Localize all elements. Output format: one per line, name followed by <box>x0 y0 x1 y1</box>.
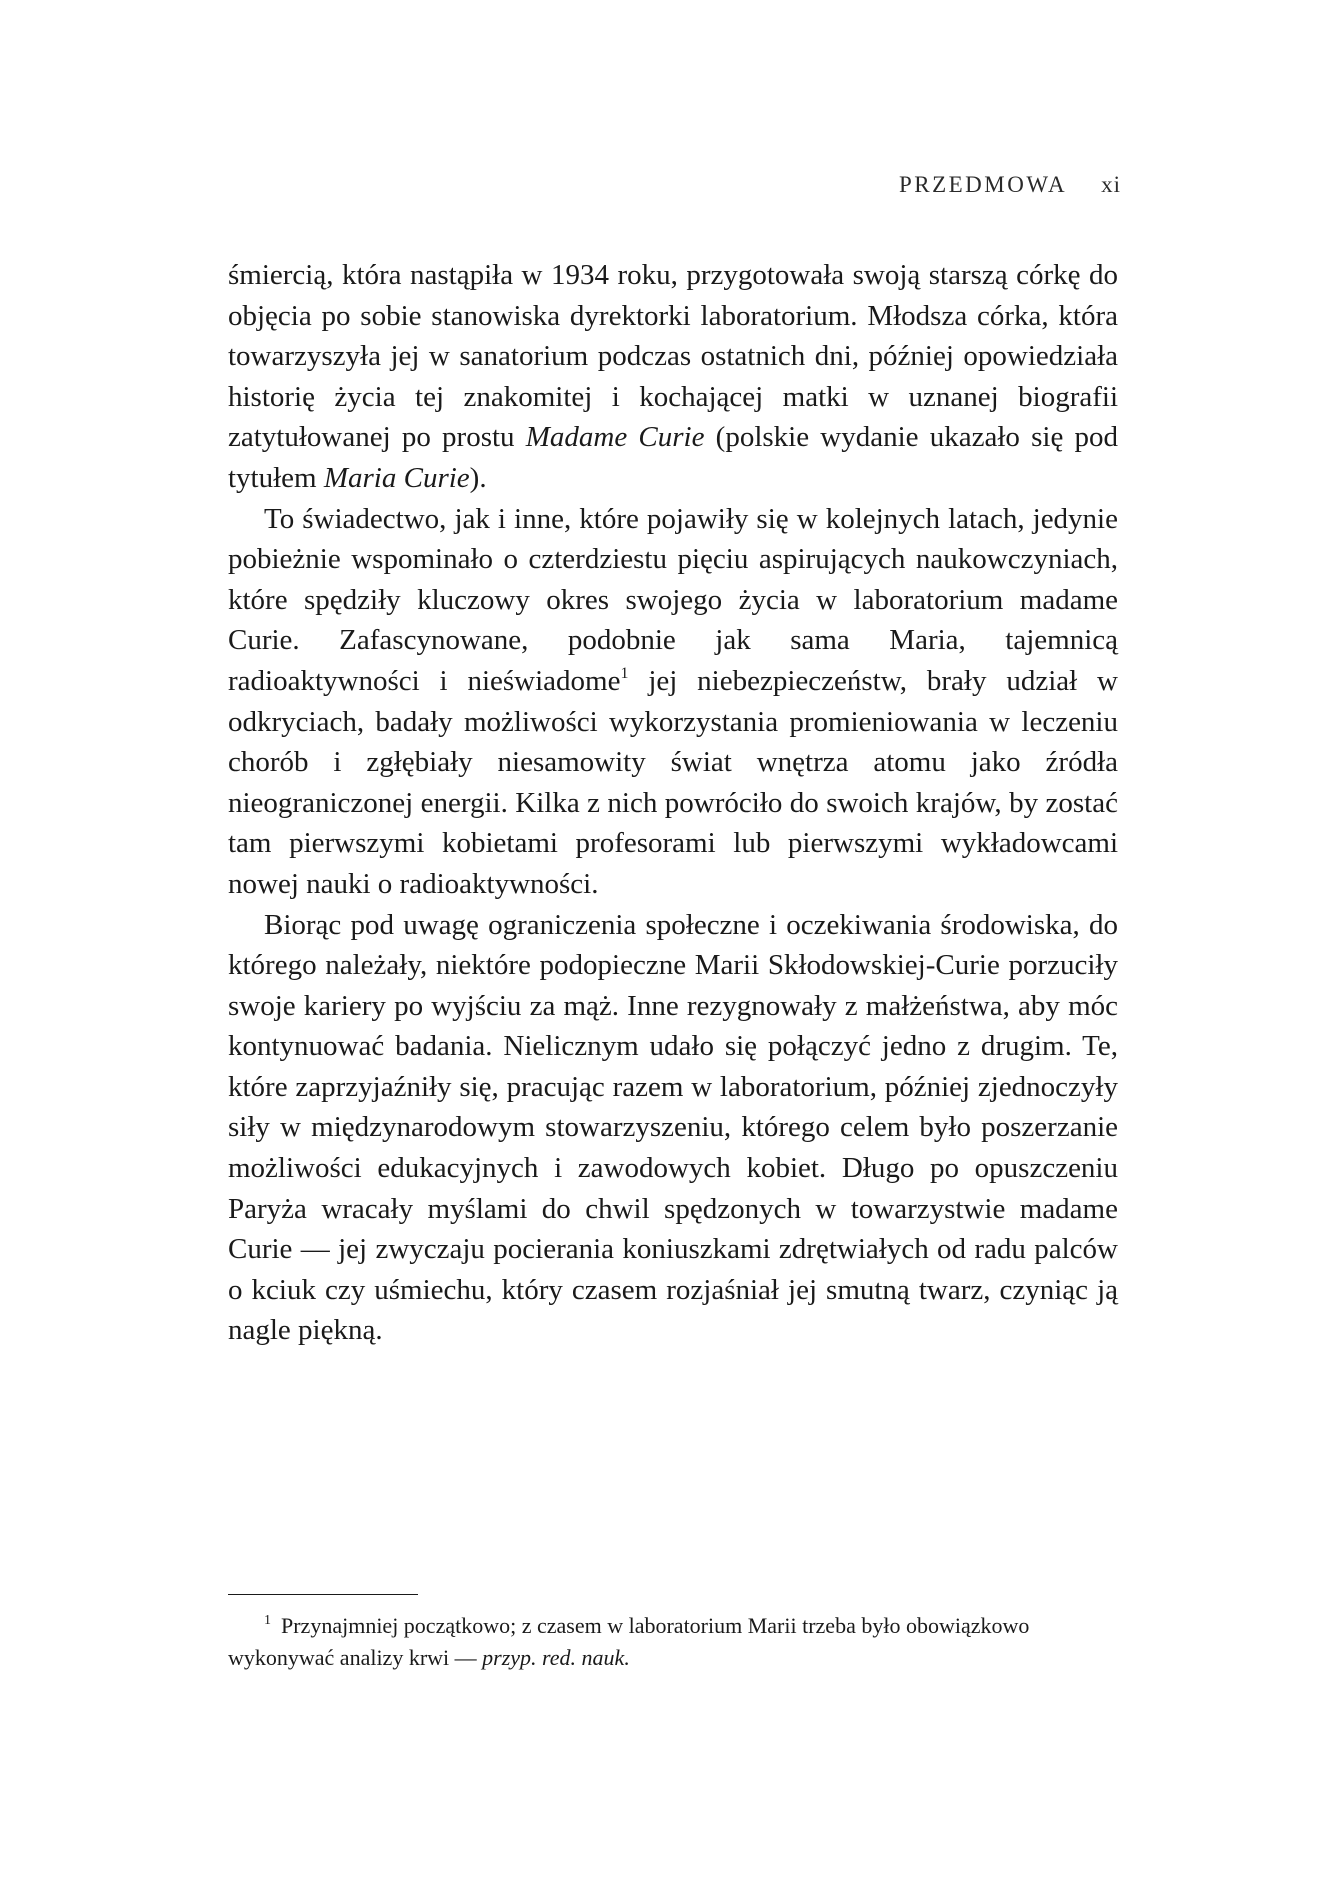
body-text <box>228 255 1118 1351</box>
paragraph-1-text-b: (polskie wydanie ukazało się pod tytułem <box>228 421 1119 494</box>
running-head <box>899 172 1121 198</box>
footnote-text: Przynajmniej początkowo; z czasem w laboratorium Marii trzeba było obowiązkowo wykonywać analizy krwi — <box>228 1613 1030 1670</box>
paragraph-2 <box>228 499 1118 905</box>
paragraph-2-text-b: jej niebezpieczeństw, brały udział w odkryciach, badały możliwości wykorzystania promieniowania w leczeniu chorób i zgłębiały niesamowity świat wnętrza atomu jako źródła nieograniczonej energii. Kilka z nich powróciło do swoich krajów, by zostać tam pierwszymi kobietami profesorami lub pierwszymi wykładowcami nowej nauki o radioaktywności. <box>228 664 1118 900</box>
footnote-reference: 1 <box>620 664 629 682</box>
book-title-maria-curie: Maria Curie <box>323 461 470 494</box>
paragraph-1 <box>228 255 1118 499</box>
footnote-editor-note: przyp. red. nauk. <box>482 1645 630 1670</box>
paragraph-2-text-a: To świadectwo, jak i inne, które pojawiły się w kolejnych latach, jedynie pobieżnie wspominało o czterdziestu pięciu aspirujących naukowczyniach, które spędziły kluczowy okres swojego życia w laboratorium madame Curie. Zafascynowane, podobnie jak sama Maria, tajemnicą radioaktywności i nieświadome <box>228 502 1118 697</box>
book-title-madame-curie: Madame Curie <box>525 421 705 454</box>
paragraph-1-text-a: śmiercią, która nastąpiła w 1934 roku, przygotowała swoją starszą córkę do objęcia po sobie stanowiska dyrektorki laboratorium. Młodsza córka, która towarzyszyła jej w sanatorium podczas ostatnich dni, później opowiedziała historię życia tej znakomitej i kochającej matki w uznanej biografii zatytułowanej po prostu <box>228 259 1118 454</box>
footnote <box>228 1610 1118 1674</box>
paragraph-3: Biorąc pod uwagę ograniczenia społeczne i oczekiwania środowiska, do którego należały, niektóre podopieczne Marii Skłodowskiej-Curie porzuciły swoje kariery po wyjściu za mąż. Inne rezygnowały z małżeństwa, aby móc kontynuować badania. Nielicznym udało się połączyć jedno z drugim. Te, które zaprzyjaźniły się, pracując razem w laboratorium, później zjednoczyły siły w międzynarodowym stowarzyszeniu, którego celem było poszerzanie możliwości edukacyjnych i zawodowych kobiet. Długo po opuszczeniu Paryża wracały myślami do chwil spędzonych w towarzystwie madame Curie — jej zwyczaju pocierania koniuszkami zdrętwiałych od radu palców o kciuk czy uśmiechu, który czasem rozjaśniał jej smutną twarz, czyniąc ją nagle piękną. <box>228 908 1118 1347</box>
footnote-marker: 1 <box>264 1613 271 1628</box>
footnote-divider <box>228 1594 418 1595</box>
section-title: PRZEDMOWA <box>898 172 1068 197</box>
page-number: xi <box>1101 172 1121 197</box>
paragraph-1-text-c: ). <box>469 461 487 494</box>
